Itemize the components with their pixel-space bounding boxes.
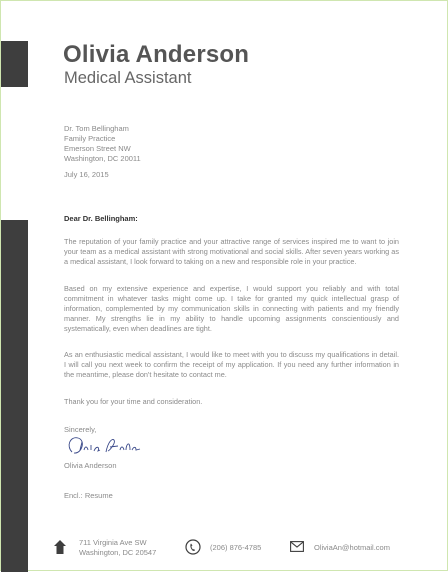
body-paragraph-2: Based on my extensive experience and expertise, I would support you reliably and with total commitment in whatever tasks might come up. I take for granted my quick intellectual grasp of information, complemented by my communication skills in connecting with patients and my friendly manner. My strengths lie in my ability to handle upcoming assignments conscientiously and systematically, even when deadlines are tight. [64,284,399,333]
enclosure-note: Encl.: Resume [64,491,113,500]
recipient-organization: Family Practice [64,134,116,143]
signer-name: Olivia Anderson [64,461,117,470]
home-icon [53,539,67,555]
recipient-city: Washington, DC 20011 [64,154,141,163]
letter-date: July 16, 2015 [64,170,109,179]
envelope-icon [290,541,304,552]
body-paragraph-4: Thank you for your time and consideration. [64,397,203,406]
phone-icon [185,539,201,555]
applicant-name: Olivia Anderson [63,41,250,68]
recipient-street: Emerson Street NW [64,144,131,153]
footer-email[interactable]: OliviaAn@hotmail.com [314,543,390,552]
salutation: Dear Dr. Bellingham: [64,214,138,223]
handwritten-signature [64,432,144,460]
address-city: Washington, DC 20547 [79,548,157,557]
recipient-name: Dr. Tom Bellingham [64,124,129,133]
footer-address [79,538,156,558]
body-paragraph-3: As an enthusiastic medical assistant, I would like to meet with you to discuss my qualifications in detail. I will call you next week to confirm the receipt of my application. If you need any further information in the meantime, please don't hesitate to contact me. [64,350,399,379]
closing: Sincerely, [64,425,97,434]
side-accent-bar [1,220,28,572]
address-street: 711 Virginia Ave SW [79,538,147,547]
body-paragraph-1: The reputation of your family practice and your attractive range of services inspired me to want to join your team as a medical assistant with strong motivational and social skills. After seven years working as a medical assistant, I look forward to taking on a new and responsible role in your practice. [64,237,399,266]
header-accent-bar [1,41,28,87]
footer-phone[interactable]: (206) 876-4785 [210,543,262,552]
applicant-role: Medical Assistant [64,69,192,87]
recipient-block [64,124,141,164]
